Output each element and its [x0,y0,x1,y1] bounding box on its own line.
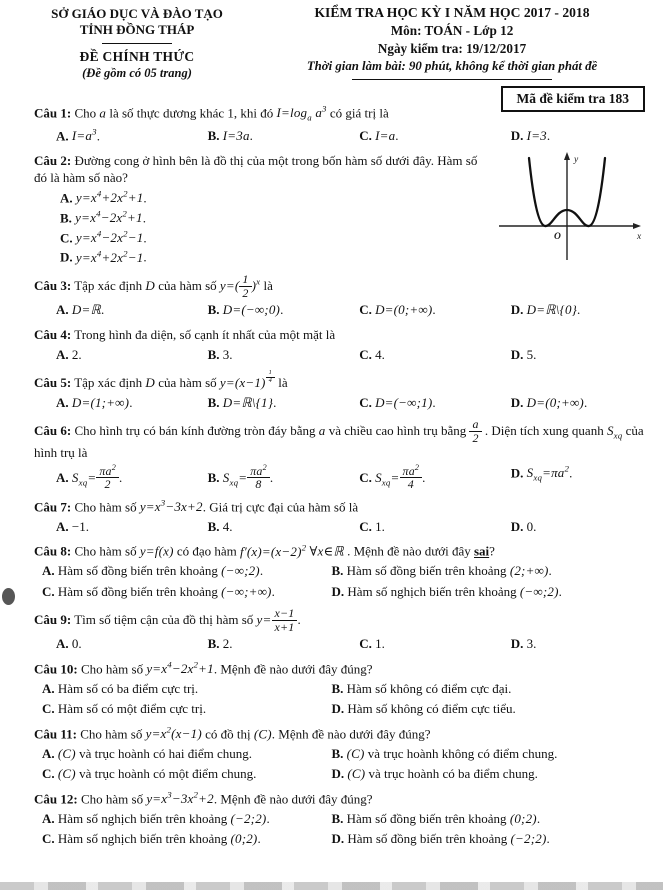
x-axis-label: x [637,231,642,242]
question-10-option-C: C. Hàm số có một điểm cực trị. [42,701,207,717]
question-label: Câu 4: [34,326,72,342]
exam-title-block [252,5,652,80]
question-7 [34,498,651,535]
question-8-option-B: B. Hàm số đồng biến trên khoảng (2;+∞). [331,563,552,579]
question-11-option-C: C. (C) và trục hoành có một điểm chung. [42,766,257,782]
authority-line-2: TỈNH ĐỒNG THÁP [79,22,195,38]
question-11-text: Câu 11: Cho hàm số $y=x^2(x-1)$ có đồ thị (C). Mệnh đề nào dưới đây đúng? [34,724,431,742]
question-12-option-C: C. Hàm số nghịch biến trên khoảng (0;2). [42,831,261,847]
question-9 [34,607,651,653]
question-6 [34,418,651,491]
question-6-option-A: A. $S_{xq}=$ $\frac{\pi a^2}{2}$ . [56,462,123,492]
question-9-options [34,635,651,653]
question-4-options [34,346,651,364]
question-label: Câu 3: [34,278,72,294]
exam-subject: Môn: TOÁN - Lớp 12 [390,22,514,38]
question-6-option-D: D. $S_{xq}=\pi a^2$. [510,463,573,483]
scan-smudge [2,588,15,605]
exam-duration: Thời gian làm bài: 90 phút, không kể thời gian phát đề [306,58,598,73]
question-8 [34,542,651,600]
question-1-options [34,127,651,145]
question-4 [34,326,651,363]
question-6-option-C: C. $S_{xq}=$ $\frac{\pi a^2}{4}$ . [359,462,426,492]
question-11-option-B: B. (C) và trục hoành không có điểm chung. [331,745,558,761]
origin-label: O [554,231,561,242]
question-1-option-C: C. I=a. [359,127,399,143]
exam-code-label: Mã đề kiểm tra 183 [516,91,629,106]
question-1-option-B: B. I=3a. [207,127,253,143]
question-7-text: Câu 7: Cho hàm số $y=x^3-3x+2$. Giá trị cực đại của hàm số là [34,497,359,515]
exam-date: Ngày kiểm tra: 19/12/2017 [377,40,527,56]
question-10-option-B: B. Hàm số không có điểm cực đại. [331,680,512,696]
question-9-text: Câu 9: Tìm số tiệm cận của đồ thị hàm số y= $\frac{x-1}{x+1}$ . [34,606,301,634]
question-4-text: Câu 4: Trong hình đa diện, số cạnh ít nhất của một mặt là [34,326,336,342]
question-6-options [34,464,651,491]
question-label: Câu 12: [34,791,78,807]
question-7-option-B: B. 4. [207,518,233,534]
question-10-option-A: A. Hàm số có ba điểm cực trị. [42,680,199,696]
question-3 [34,273,651,319]
y-axis-arrow-icon [564,152,570,160]
question-9-option-C: C. 1. [359,636,385,652]
question-8-option-A: A. Hàm số đồng biến trên khoảng (−∞;2). [42,563,264,579]
question-10 [34,660,651,718]
question-7-options [34,518,651,536]
question-label: Câu 9: [34,612,72,628]
exam-title: KIỂM TRA HỌC KỲ I NĂM HỌC 2017 - 2018 [314,5,590,20]
question-label: Câu 11: [34,726,77,742]
question-7-option-D: D. 0. [510,518,537,534]
question-12-option-B: B. Hàm số đồng biến trên khoảng (0;2). [331,810,541,826]
authority-line-1: SỞ GIÁO DỤC VÀ ĐÀO TẠO [51,6,223,21]
question-2 [34,152,651,267]
issuing-authority-block [28,6,246,81]
question-1 [34,104,651,145]
question-5-options [34,394,651,412]
question-3-option-A: A. D=ℝ. [56,302,105,318]
question-11 [34,725,651,783]
question-10-option-D: D. Hàm số không có điểm cực tiểu. [331,701,516,717]
question-2-option-D: D. $y=x^4+2x^2-1$. [60,248,147,265]
question-9-option-B: B. 2. [207,636,233,652]
question-9-option-D: D. 3. [510,636,537,652]
question-3-option-C: C. D=(0;+∞). [359,302,436,318]
question-label: Câu 5: [34,375,72,391]
question-12 [34,790,651,848]
scan-artifact-strip [0,882,663,890]
question-1-option-D: D. I=3. [510,127,551,143]
pages-note: (Đề gồm có 05 trang) [82,65,192,80]
question-5-option-C: C. D=(−∞;1). [359,394,436,410]
question-11-option-D: D. (C) và trục hoành có ba điểm chung. [331,766,538,782]
official-exam-label: ĐỀ CHÍNH THỨC [79,48,195,64]
question-label: Câu 10: [34,661,78,677]
question-4-option-C: C. 4. [359,346,385,362]
question-7-option-C: C. 1. [359,518,385,534]
question-5-option-B: B. D=ℝ\{1}. [207,394,277,410]
question-10-text: Câu 10: Cho hàm số $y=x^4-2x^2+1$. Mệnh đề nào dưới đây đúng? [34,659,373,677]
question-12-option-A: A. Hàm số nghịch biến trên khoảng (−2;2). [42,810,270,826]
x-axis-arrow-icon [633,223,641,229]
question-3-options [34,301,651,319]
question-8-option-C: C. Hàm số đồng biến trên khoảng (−∞;+∞). [42,583,275,599]
question-label: Câu 8: [34,543,72,559]
question-5 [34,370,651,411]
question-5-option-D: D. D=(0;+∞). [510,394,588,410]
question-9-option-A: A. 0. [56,636,82,652]
question-12-option-D: D. Hàm số đồng biến trên khoảng (−2;2). [331,831,550,847]
question-5-text: Câu 5: Tập xác định D của hàm số y=(x−1) $^{\frac{1}{4}}$ là [34,369,288,391]
question-6-text: Câu 6: Cho hình trụ có bán kính đường tròn đáy bằng a và chiều cao hình trụ bằng $\frac{a}{2}$ . Diện tích xung quanh $S_{xq}$ của hình trụ là [34,417,644,461]
quartic-curve-plot [491,146,649,266]
question-label: Câu 7: [34,499,72,515]
question-3-option-D: D. D=ℝ\{0}. [510,302,581,318]
question-8-option-D: D. Hàm số nghịch biến trên khoảng (−∞;2). [331,583,562,599]
question-2-option-B: B. $y=x^4-2x^2+1$. [60,208,146,226]
questions [34,104,651,855]
question-12-options [34,810,651,848]
question-1-option-A: A. $I=a^3$. [56,126,100,144]
question-7-option-A: A. −1. [56,518,89,534]
question-4-option-D: D. 5. [510,346,537,362]
question-11-option-A: A. (C) và trục hoành có hai điểm chung. [42,745,252,761]
question-8-options [34,562,651,600]
header-divider-right [352,79,552,80]
question-label: Câu 2: [34,152,72,168]
quartic-graph-figure [491,146,649,266]
question-10-options [34,680,651,718]
question-11-options [34,745,651,783]
question-6-option-B: B. $S_{xq}=$ $\frac{\pi a^2}{8}$ . [207,462,274,492]
question-2-text: Câu 2: Đường cong ở hình bên là đồ thị của một trong bốn hàm số dưới đây. Hàm số đó là hàm số nào? [34,152,478,186]
header-divider-left [102,43,172,44]
question-3-option-B: B. D=(−∞;0). [207,302,284,318]
question-label: Câu 6: [34,423,72,439]
question-4-option-B: B. 3. [207,346,233,362]
y-axis-label: y [574,154,579,165]
question-12-text: Câu 12: Cho hàm số $y=x^3-3x^2+2$. Mệnh đề nào dưới đây đúng? [34,789,373,807]
question-2-option-C: C. $y=x^4-2x^2-1$. [60,228,147,245]
question-1-text: Câu 1: Cho a là số thực dương khác 1, khi đó $I=\log_a$ $a^3$ có giá trị là [34,104,389,123]
question-8-text: Câu 8: Cho hàm số y=f(x) có đạo hàm $f'(x)=(x-2)^2$ ∀x∈ℝ . Mệnh đề nào dưới đây sai? [34,542,495,559]
question-2-option-A: A. $y=x^4+2x^2+1$. [60,188,147,206]
question-label: Câu 1: [34,105,72,121]
question-3-text: Câu 3: Tập xác định D của hàm số y=( $\frac{1}{2}$ )$^x$ là [34,272,273,300]
question-4-option-A: A. 2. [56,346,82,362]
question-5-option-A: A. D=(1;+∞). [56,394,133,410]
